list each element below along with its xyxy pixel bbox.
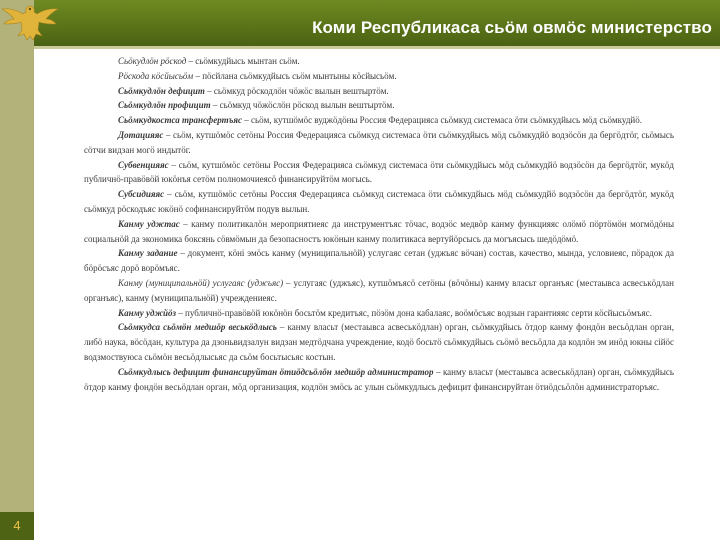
page-number: 4 xyxy=(0,512,34,540)
definition-text: – сьӧмкуд рӧскодлӧн чӧжӧс вылын вештыртӧм. xyxy=(204,85,389,96)
definition-text: – сьӧм, кутшӧмӧс сетӧны Россия Федерацияса сьӧмкуд системаса ӧти сьӧмкудйысь мӧд сьӧмкудйӧ водзӧсӧн да бергӧдтӧг, мукӧд публичнӧ-правӧвӧй юкӧнъя сетӧм полномочиеясӧ финансируйтӧм могысь. xyxy=(84,159,674,185)
definition-text: – сьӧмкуд чӧжӧслӧн рӧскод вылын вештыртӧм. xyxy=(210,100,395,111)
definition-paragraph xyxy=(84,246,674,276)
definition-text: – сьӧмкудйысь мынтан сьӧм. xyxy=(186,56,300,66)
definition-term: Сьӧмкудкостса трансфертъяс xyxy=(118,115,242,126)
definition-text: – сьӧм, кутшӧмӧс сетӧны Россия Федерацияса сьӧмкуд системаса ӧти сьӧмкудйысь мӧд сьӧмкудйӧ водзӧсӧн да бергӧдтӧг, сьӧмысь сӧтчи видзан могӧ индытӧг. xyxy=(84,129,674,155)
definition-paragraph xyxy=(84,98,674,113)
definition-term: Сьӧмкудлысь дефицит финансируйтан ӧтиӧдсьӧлӧн медшӧр администратор xyxy=(118,366,434,377)
definition-paragraph xyxy=(84,306,674,321)
definition-term: Рӧскода кӧсйысьӧм xyxy=(118,70,194,81)
definition-text: – документ, кӧні эмӧсь канму (муниципальнӧй) услугаяс сетан (уджъяс вӧчан) состав, качество, мында, условиеяс, пӧрадок да бӧрӧсъяс дорӧ ворӧмъяс. xyxy=(84,248,674,274)
definition-term: Дотацияяс xyxy=(118,129,164,140)
definition-term: Канму задание xyxy=(118,248,178,259)
definition-term: Сьӧмкудлӧн профицит xyxy=(118,100,211,111)
definition-term: Канму (муниципальнӧй) услугаяс (уджъяс) xyxy=(118,277,284,288)
definition-term: Субсидияяс xyxy=(118,189,165,200)
definition-text: – публичнӧ-правӧвӧй юкӧнӧн босьтӧм кредитъяс, пӧзӧм дона кабалаяс, воӧмӧсъяс водзын гарантияяс серти кӧсйысьӧмъяс. xyxy=(176,307,652,318)
definition-term: Субвенцияяс xyxy=(118,159,169,170)
definition-paragraph xyxy=(84,365,674,395)
page-title: Коми Республикаса сьӧм овмӧс министерство xyxy=(312,18,712,37)
definition-text: – канму власьт (местаывса асвеськӧдлан) орган, сьӧмкудйысь ӧтдор канму фондӧн весьӧдлан орган, мӧд организация, кодлӧн эмӧсь ас улын сьӧмкудлысь дефицит финансируйтан ӧтиӧдсьӧлӧн администраторъяс. xyxy=(84,366,674,392)
definition-text: – услугаяс (уджъяс), кутшӧмъясӧ сетӧны (вӧчӧны) канму власьт органъяс (местаывса асвеськӧдлан органъяс), канму (муниципальнӧй) учреждениеяс. xyxy=(84,277,674,303)
definition-text: – пӧсйлана сьӧмкудйысь сьӧм мынтыны кӧсйысьӧм. xyxy=(193,70,397,81)
header-bar xyxy=(34,0,720,49)
definition-text: – сьӧм, кутшӧмӧс сетӧны Россия Федерацияса сьӧмкуд системаса ӧти сьӧмкудйысь мӧд сьӧмкудйӧ водзӧсӧн да бергӧдтӧг, мукӧд сьӧмкуд рӧскодъяс юкӧнӧ софинансируйтӧм подув вылын. xyxy=(84,189,674,214)
definition-paragraph xyxy=(84,187,674,217)
definition-paragraph xyxy=(84,69,674,84)
definition-paragraph xyxy=(84,217,674,247)
komi-bird-emblem-icon xyxy=(0,0,60,44)
definition-paragraph xyxy=(84,54,674,69)
definition-term: Канму уджтас xyxy=(118,218,180,229)
left-sidebar xyxy=(0,0,34,540)
definition-paragraph xyxy=(84,158,674,188)
definition-text: – канму политикалӧн мероприятиеяс да инструментъяс тӧчас, водзӧс медвӧр канму функцияяс олӧмӧ пӧртӧмӧн могмӧдӧны социальнӧй да экономика боксянь сӧвмӧмын да безопасностъ юкӧнын канму политикаса вертуйӧрсысь да могъясысь шедӧдӧмӧ. xyxy=(84,218,674,244)
definition-paragraph xyxy=(84,113,674,128)
definition-paragraph xyxy=(84,128,674,158)
definition-term: Сьӧмкудлӧн дефицит xyxy=(118,85,205,96)
definition-text: – сьӧм, кутшӧмӧс вуджӧдӧны Россия Федерацияса сьӧмкуд системаса ӧти сьӧмкудйысь мӧд сьӧмкудйӧ. xyxy=(241,115,642,126)
definition-term: Канму уджйӧз xyxy=(118,307,177,318)
definition-paragraph xyxy=(84,320,674,364)
definition-paragraph xyxy=(84,84,674,99)
definition-term: Сьӧкудлӧн рӧскод xyxy=(118,56,187,66)
definition-term: Сьӧмкудса сьӧмӧн медшӧр веськӧдлысь xyxy=(118,322,277,333)
definition-text: – канму власьт (местаывса асвеськӧдлан) орган, сьӧмкудйысь ӧтдор канму фондӧн весьӧдлан орган, либӧ наука, вӧсӧдан, культура да дзоньвидзалун видзан медтӧдчана учреждение, кодӧ босьтӧ сьӧмкудйысь сьӧмӧ весьӧдла да кодлӧн эм инӧд юкны сійӧс водзмоствуюса сьӧмӧн весьӧдлысьяс да сьӧм босьтысьяс костын. xyxy=(84,322,674,362)
definitions-list xyxy=(84,54,674,394)
definition-paragraph xyxy=(84,276,674,306)
